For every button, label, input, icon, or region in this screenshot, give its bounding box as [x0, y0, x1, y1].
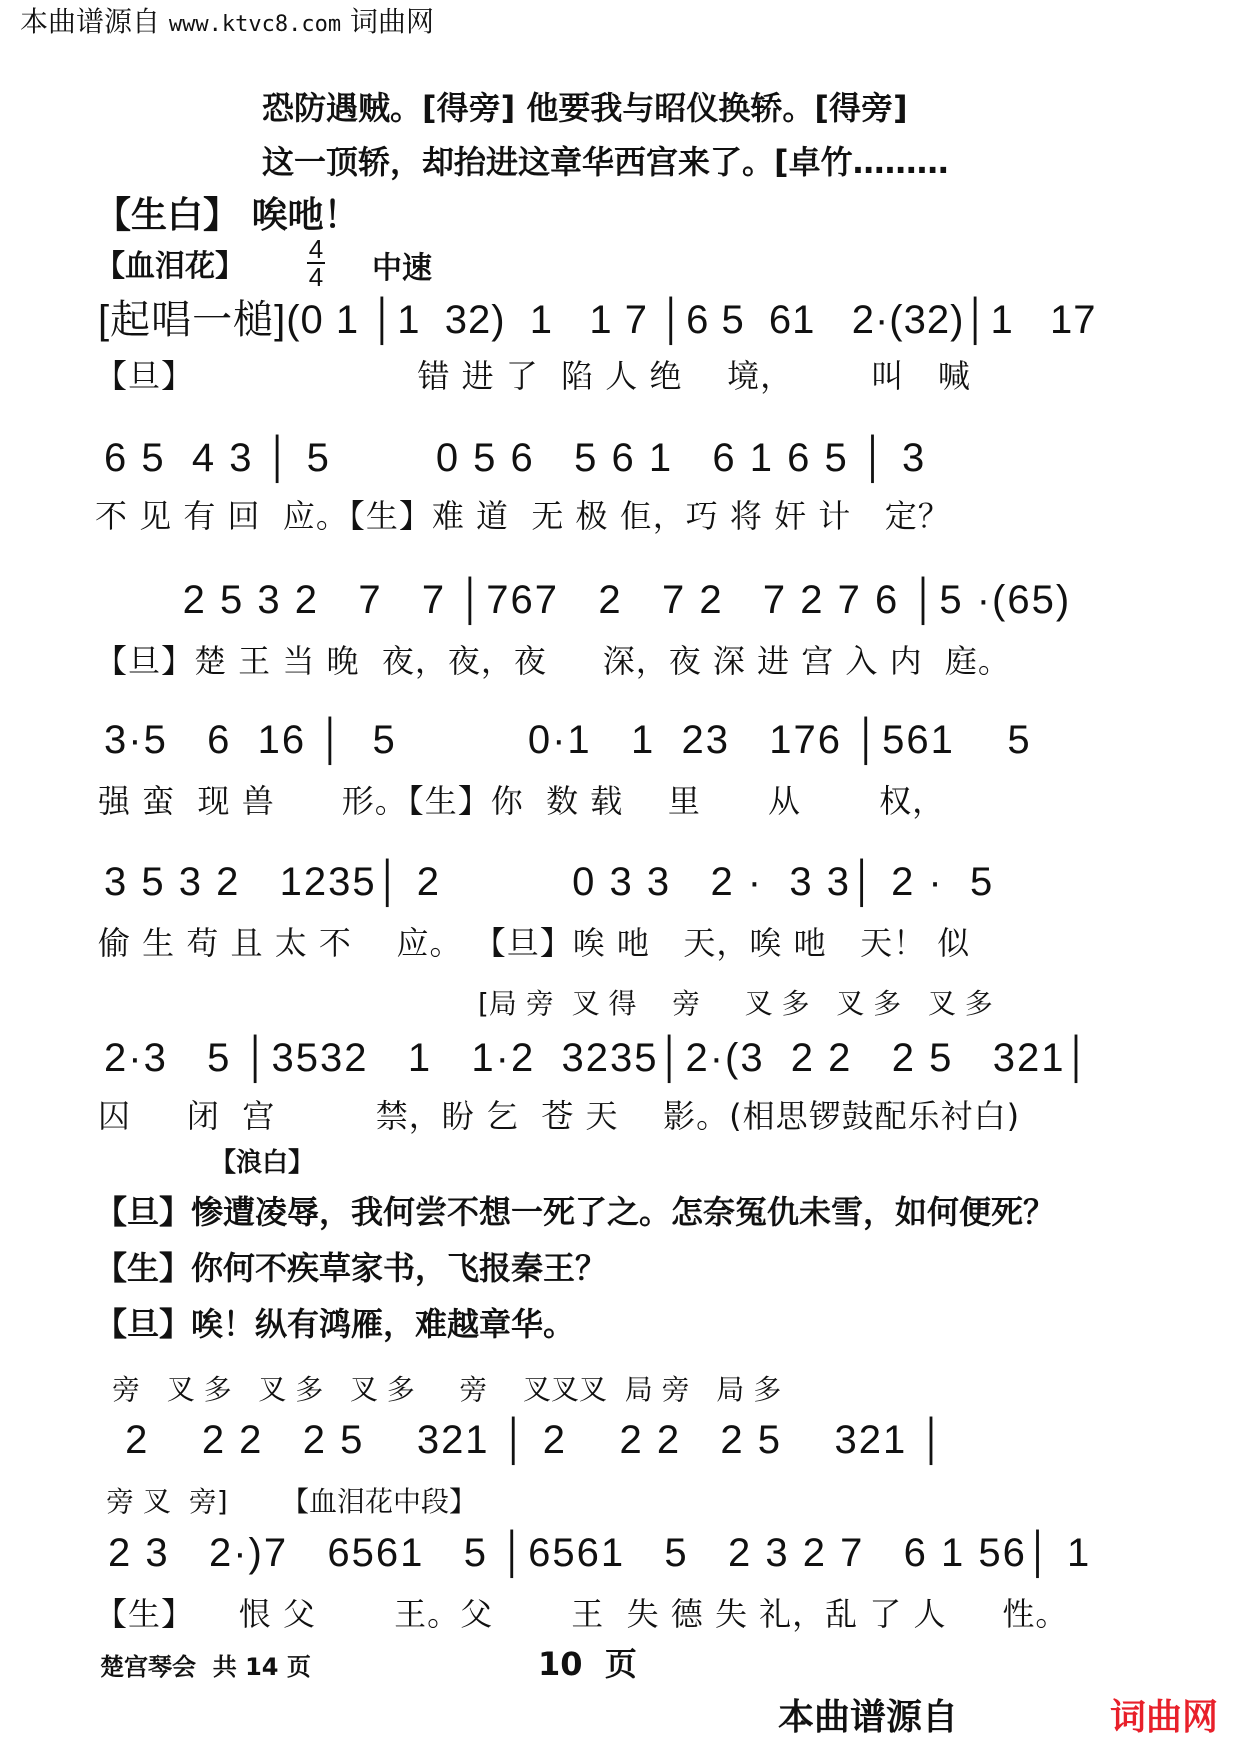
role-label: 【生】 — [95, 1249, 192, 1287]
lang-bai-label: 【浪白】 — [210, 1148, 315, 1178]
dialogue-line-1 — [95, 1193, 1056, 1231]
final-percussion-row: 旁 叉 旁] 【血泪花中段】 — [106, 1485, 478, 1518]
intro-line-1: 恐防遇贼。[得旁] 他要我与昭仪换轿。[得旁] — [262, 89, 908, 127]
role-label: 【生白】 — [95, 195, 240, 236]
footer-book — [100, 1655, 311, 1679]
dialogue-text: 唉！纵有鸿雁，难越章华。 — [191, 1305, 576, 1343]
notation-row-3: 2 5 3 2 7 7 │767 2 7 2 7 2 7 6 │5 ·(65) — [104, 578, 1072, 622]
final-lyrics-row: 【生】 恨 父 王。父 王 失 德 失 礼，乱 了 人 性。 — [95, 1595, 1069, 1633]
time-sig-top: 4 — [308, 234, 324, 264]
notation-row-4: 3·5 6 16 │ 5 0·1 1 23 176 │561 5 — [104, 718, 1032, 762]
role-label: 【旦】 — [95, 1193, 192, 1231]
tune-label: 【血泪花】 — [95, 249, 245, 284]
lyrics-row-4: 强 蛮 现 兽 形。【生】你 数 载 里 从 权， — [98, 782, 946, 820]
book-title: 楚宫琴会 — [100, 1653, 196, 1681]
spoken-text: 唉吔！ — [251, 195, 360, 236]
source-header — [20, 5, 435, 38]
lyrics-row-3: 【旦】楚 王 当 晚 夜，夜，夜 深，夜 深 进 宫 入 内 庭。 — [95, 642, 1011, 680]
source-site: 词曲网 — [350, 5, 435, 38]
notation-row-6: 2·3 5 │3532 1 1·2 3235│2·(3 2 2 2 5 321│ — [104, 1036, 1093, 1080]
sheng-bai — [95, 195, 360, 236]
lyrics-row-2: 不 见 有 回 应。【生】难 道 无 极 佢，巧 将 奸 计 定？ — [95, 497, 951, 535]
notation-row-1: [起唱一槌](0 1 │1 32) 1 1 7 │6 5 61 2·(32)│1 17 — [98, 298, 1097, 342]
bottom-brand-prefix: 本曲谱源自 — [778, 1697, 959, 1738]
dialogue-text: 你何不疾草家书，飞报秦王？ — [191, 1249, 608, 1287]
lyrics-row-5: 偷 生 苟 且 太 不 应。 【旦】唉 吔 天，唉 吔 天！ 似 — [98, 924, 971, 962]
tempo: 中速 — [372, 251, 432, 286]
page-number: 10 页 — [538, 1645, 637, 1683]
dialogue-line-3 — [95, 1305, 576, 1343]
final-notation-row: 2 3 2·)7 6561 5 │6561 5 2 3 2 7 6 1 56│ 1 — [108, 1531, 1092, 1575]
gong-notation-row: 2 2 2 2 5 321 │ 2 2 2 2 5 321 │ — [112, 1418, 948, 1462]
lyrics-row-6: 囚 闭 宫 禁，盼 乞 苍 天 影。(相思锣鼓配乐衬白) — [98, 1097, 1021, 1135]
source-url[interactable]: www.ktvc8.com — [168, 12, 342, 37]
total-pages: 共 14 页 — [212, 1653, 311, 1681]
intro-line-2: 这一顶轿，却抬进这章华西宫来了。[卓竹……… — [262, 143, 949, 181]
time-sig-bottom: 4 — [308, 262, 324, 292]
dialogue-text: 惨遭凌辱，我何尝不想一死了之。怎奈冤仇未雪，如何便死？ — [191, 1193, 1056, 1231]
bottom-brand-logo: 词曲网 — [1110, 1697, 1219, 1738]
dialogue-line-2 — [95, 1249, 608, 1287]
lyrics-row-1: 【旦】 错 进 了 陷 人 绝 境， 叫 喊 — [95, 357, 971, 395]
role-label: 【旦】 — [95, 1305, 192, 1343]
notation-row-5: 3 5 3 2 1235│ 2 0 3 3 2 · 3 3│ 2 · 5 — [104, 860, 995, 904]
source-prefix: 本曲谱源自 — [20, 5, 161, 38]
notation-row-2: 6 5 4 3 │ 5 0 5 6 5 6 1 6 1 6 5 │ 3 — [104, 436, 927, 480]
percussion-row-6: [局 旁 叉 得 旁 叉 多 叉 多 叉 多 — [478, 987, 993, 1020]
time-signature — [307, 236, 325, 290]
gong-percussion-row: 旁 叉 多 叉 多 叉 多 旁 叉叉叉 局 旁 局 多 — [112, 1373, 782, 1406]
